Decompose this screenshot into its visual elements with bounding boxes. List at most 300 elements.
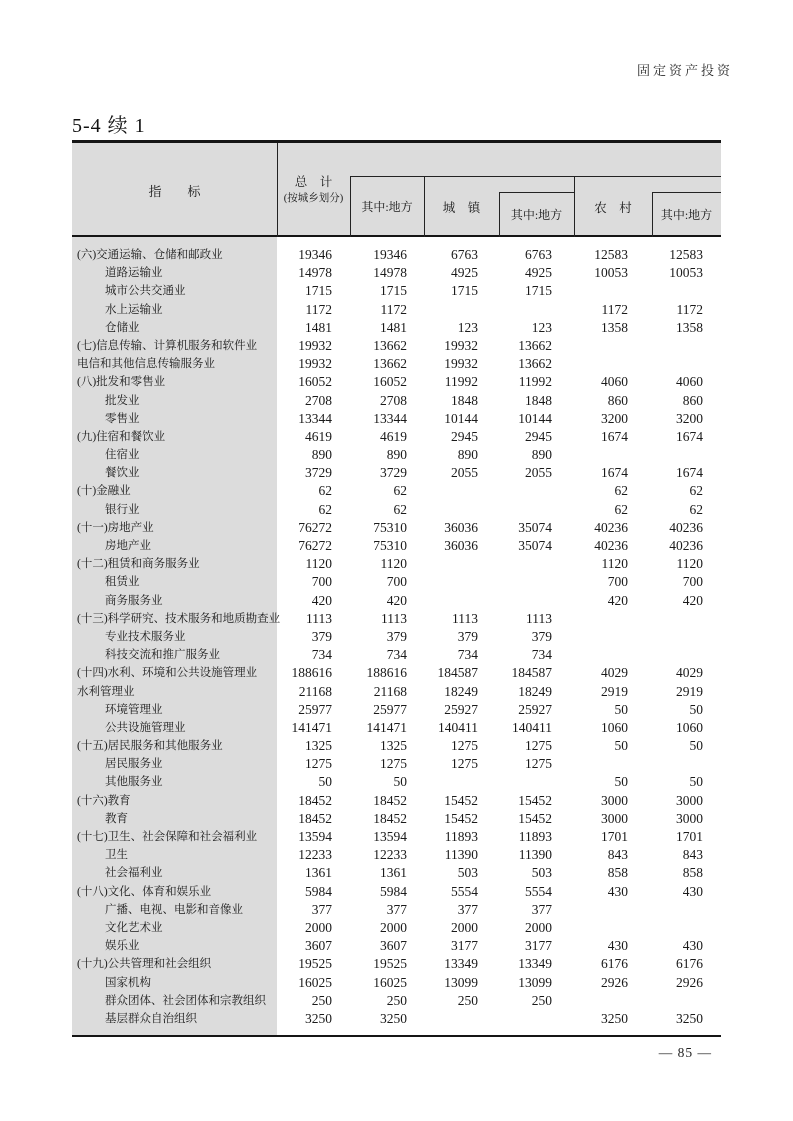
value-rural-local: 50 [689,774,703,790]
value-rural: 858 [607,865,628,881]
table-row [72,628,721,646]
row-label: (十)金融业 [77,485,131,498]
value-urban-local: 18249 [518,683,552,699]
value-rural: 62 [614,483,628,499]
value-total: 18452 [298,792,332,808]
value-urban-local: 13662 [518,337,552,353]
value-total-local: 700 [386,574,407,590]
value-rural: 420 [607,592,628,608]
value-urban-local: 6763 [525,247,552,262]
table-row [72,501,721,519]
value-urban: 6763 [451,247,478,262]
value-urban-local [478,482,552,500]
value-urban-local: 10144 [518,410,552,426]
value-total-local: 250 [386,992,407,1008]
value-urban: 377 [457,901,478,917]
value-rural: 10053 [594,265,628,281]
row-label: (六)交通运输、仓储和邮政业 [77,249,223,261]
value-total: 16052 [298,374,332,390]
table-row [72,864,721,882]
row-label: 科技交流和推广服务业 [105,649,220,662]
value-rural: 6176 [601,956,628,972]
value-urban: 15452 [444,792,478,808]
row-label: 群众团体、社会团体和宗教组织 [105,994,266,1007]
row-label: 商务服务业 [105,594,163,607]
value-urban: 184587 [437,665,478,681]
value-total-local: 75310 [373,538,407,553]
value-rural-local [628,919,703,937]
value-rural-local [628,610,703,628]
value-urban [407,501,478,519]
value-total-local: 50 [393,774,407,790]
grid-line [350,176,721,177]
value-urban-local: 1275 [525,738,552,754]
value-total: 5984 [305,883,332,899]
value-total-local: 420 [386,592,407,608]
value-urban-local: 734 [531,647,552,663]
row-label: 仓储业 [105,321,140,334]
table-row [72,282,721,300]
value-urban-local [478,573,552,591]
header-rural: 农 村 [594,200,632,215]
value-urban [407,773,478,791]
value-urban-local: 1715 [525,283,552,299]
value-urban-local [478,301,552,319]
table-row [72,846,721,864]
row-label: 公共设施管理业 [105,721,186,734]
value-rural-local: 50 [689,701,703,717]
value-total: 76272 [298,519,332,535]
value-total: 50 [318,774,332,790]
table-row [72,828,721,846]
row-label: 教育 [105,812,128,825]
value-rural [552,646,628,664]
value-total-local: 1325 [380,738,407,754]
value-urban: 4925 [451,265,478,281]
value-rural-local: 430 [682,883,703,899]
row-label: 环境管理业 [105,703,163,716]
value-urban [407,555,478,573]
value-rural-local: 700 [682,574,703,590]
value-urban-local: 1113 [526,610,552,626]
table-row [72,573,721,591]
value-rural [552,992,628,1010]
value-total-local: 62 [393,501,407,517]
value-rural-local: 12583 [669,247,703,262]
value-rural-local: 4060 [676,374,703,390]
value-total: 2000 [305,919,332,935]
value-urban [407,592,478,610]
row-label: (十七)卫生、社会保障和社会福利业 [77,831,258,843]
value-total-local: 13594 [373,829,407,844]
row-label: 其他服务业 [105,776,163,789]
value-urban: 36036 [444,519,478,535]
value-urban: 1113 [452,610,478,626]
table-row [72,464,721,482]
value-urban: 18249 [444,683,478,699]
row-label: 娱乐业 [105,940,140,953]
row-label: (十八)文化、体育和娱乐业 [77,885,212,898]
row-label: 国家机构 [105,976,151,989]
row-label: (十二)租赁和商务服务业 [77,558,200,571]
value-urban-local: 13662 [518,356,552,372]
value-rural-local: 1172 [676,301,703,317]
value-total-local: 188616 [366,665,407,681]
row-label: (九)住宿和餐饮业 [77,430,166,443]
value-total-local: 1481 [380,319,407,335]
value-total-local: 890 [386,447,407,463]
table-row [72,974,721,992]
value-total-local: 379 [386,628,407,644]
table-row [72,337,721,355]
value-urban-local [478,773,552,791]
value-rural: 1172 [601,301,628,317]
grid-line [350,176,351,237]
value-total: 13344 [298,410,332,426]
header-rural-local: 其中:地方 [660,208,713,222]
value-urban: 19932 [444,337,478,353]
value-urban: 3177 [451,938,478,954]
value-total: 3607 [305,938,332,954]
value-rural-local: 50 [689,738,703,754]
value-total-local: 14978 [373,265,407,281]
value-total: 62 [318,483,332,499]
table-row [72,1010,721,1028]
value-total: 700 [311,574,332,590]
header-total-line2: (按城乡划分) [283,193,344,204]
table-row [72,519,721,537]
value-total: 16025 [298,974,332,990]
value-total-local: 19346 [373,247,407,262]
value-total-local: 25977 [373,701,407,717]
row-label: 批发业 [105,394,140,407]
row-label: (十一)房地产业 [77,521,154,534]
value-total: 1172 [305,301,332,317]
value-rural: 50 [614,774,628,790]
table-row [72,810,721,828]
value-rural-local: 40236 [669,538,703,553]
table-row [72,992,721,1010]
value-total: 1113 [306,610,332,626]
value-rural: 40236 [594,519,628,535]
table-row [72,592,721,610]
value-urban: 15452 [444,810,478,826]
value-total-local: 19525 [373,956,407,972]
value-urban-local: 184587 [511,665,552,681]
value-total: 420 [311,592,332,608]
value-total: 2708 [305,392,332,408]
row-label: 水上运输业 [105,303,163,316]
value-total: 19932 [298,337,332,353]
row-label: 水利管理业 [77,685,135,698]
value-rural-local: 6176 [676,956,703,972]
table-row [72,701,721,719]
table-row [72,482,721,500]
grid-line [652,192,653,237]
value-urban: 13349 [444,956,478,972]
value-urban-local: 35074 [518,519,552,535]
value-rural: 1701 [601,829,628,844]
value-rural: 62 [614,501,628,517]
value-rural-local: 40236 [669,519,703,535]
value-urban: 13099 [444,974,478,990]
grid-line [499,192,574,193]
value-total: 14978 [298,265,332,281]
page-number: — 85 — [658,1045,712,1060]
value-rural: 12583 [594,247,628,262]
table-title: 5-4 续 1 [72,115,146,137]
row-label: 社会福利业 [105,867,163,880]
row-label: (七)信息传输、计算机服务和软件业 [77,339,258,352]
value-rural [552,446,628,464]
value-rural [552,755,628,773]
value-urban-local: 2000 [525,919,552,935]
value-rural-local: 858 [682,865,703,881]
value-rural: 3200 [601,410,628,426]
value-total-local: 2708 [380,392,407,408]
value-rural-local: 860 [682,392,703,408]
value-total: 4619 [305,428,332,444]
table-row [72,392,721,410]
row-label: 基层群众自治组织 [105,1012,197,1025]
value-urban-local: 3177 [525,938,552,954]
grid-line [652,192,721,193]
value-urban [407,301,478,319]
value-rural: 1120 [601,556,628,572]
row-label: (十四)水利、环境和公共设施管理业 [77,667,258,680]
value-urban-local: 13349 [518,956,552,972]
value-urban-local: 15452 [518,810,552,826]
table-row [72,301,721,319]
table-row [72,664,721,682]
value-rural-local: 1674 [676,428,703,444]
value-rural-local: 1060 [676,719,703,735]
value-rural: 3000 [601,792,628,808]
grid-line [424,176,425,237]
value-rural-local [628,628,703,646]
value-total-local: 1715 [380,283,407,299]
value-urban-local: 35074 [518,538,552,553]
value-total: 12233 [298,847,332,863]
value-total-local: 12233 [373,847,407,863]
value-rural-local: 430 [682,938,703,954]
value-urban-local [478,501,552,519]
value-total-local: 13344 [373,410,407,426]
value-total-local: 734 [386,647,407,663]
value-total: 62 [318,501,332,517]
value-total-local: 18452 [373,792,407,808]
table-row [72,937,721,955]
header-total-local: 其中:地方 [361,200,413,214]
value-total: 13594 [298,829,332,844]
value-urban: 10144 [444,410,478,426]
value-total-local: 1172 [380,301,407,317]
value-rural: 1060 [601,719,628,735]
value-urban: 1275 [451,756,478,772]
value-urban: 2945 [451,428,478,444]
row-label: 住宿业 [105,449,140,462]
value-total: 1275 [305,756,332,772]
value-total: 3250 [305,1010,332,1026]
value-rural: 50 [614,701,628,717]
value-urban: 140411 [438,719,478,735]
value-urban-local [478,555,552,573]
value-total-local: 1361 [380,865,407,881]
value-urban: 503 [457,865,478,881]
row-label: 卫生 [105,849,128,862]
value-rural: 1674 [601,465,628,481]
value-total-local: 2000 [380,919,407,935]
table-header [72,143,721,237]
value-total-local: 141471 [366,719,407,735]
value-total-local: 62 [393,483,407,499]
value-rural: 4060 [601,374,628,390]
value-urban-local: 11390 [518,847,552,863]
value-urban-local: 25927 [518,701,552,717]
value-rural-local: 3200 [676,410,703,426]
value-total: 3729 [305,465,332,481]
value-urban: 11893 [444,829,478,844]
value-rural-local: 3000 [676,810,703,826]
value-total: 890 [311,447,332,463]
table-row [72,755,721,773]
value-urban: 11390 [444,847,478,863]
table-row [72,901,721,919]
value-total: 1715 [305,283,332,299]
value-total: 1325 [305,738,332,754]
value-total-local: 3250 [380,1010,407,1026]
value-urban-local: 1848 [525,392,552,408]
running-head: 固定资产投资 [636,63,733,78]
grid-line [574,176,575,237]
value-rural-local [628,646,703,664]
value-urban: 123 [457,319,478,335]
value-urban-local: 1275 [525,756,552,772]
value-rural-local: 3250 [676,1010,703,1026]
value-urban-local: 11992 [518,374,552,390]
value-urban: 1848 [451,392,478,408]
value-urban: 2000 [451,919,478,935]
value-rural: 843 [607,847,628,863]
table-row [72,428,721,446]
value-rural: 430 [607,938,628,954]
table-row [72,446,721,464]
value-urban-local: 4925 [525,265,552,281]
table-row [72,883,721,901]
row-label: 道路运输业 [105,267,163,280]
table-row [72,246,721,264]
value-rural [552,901,628,919]
value-total-local: 5984 [380,883,407,899]
value-total: 19932 [298,356,332,372]
value-urban-local [478,1010,552,1028]
value-total-local: 3607 [380,938,407,954]
value-rural-local: 4029 [676,665,703,681]
value-urban [407,573,478,591]
row-label: 城市公共交通业 [105,285,186,298]
table-row [72,773,721,791]
value-urban [407,1010,478,1028]
value-rural-local: 1701 [676,829,703,844]
table-row [72,555,721,573]
value-rural-local: 2919 [676,683,703,699]
value-urban: 5554 [451,883,478,899]
value-total: 250 [311,992,332,1008]
value-rural [552,355,628,373]
header-total-line1: 总 计 [294,175,333,189]
value-rural [552,610,628,628]
statistics-table [72,140,721,1037]
row-label: 电信和其他信息传输服务业 [77,358,215,371]
value-total-local: 377 [386,901,407,917]
value-rural: 700 [607,574,628,590]
table-row [72,719,721,737]
row-label: 银行业 [105,503,140,516]
value-urban-local: 250 [531,992,552,1008]
value-urban-local: 377 [531,901,552,917]
value-urban: 19932 [444,356,478,372]
value-rural-local [628,901,703,919]
value-rural: 430 [607,883,628,899]
row-label: (十五)居民服务和其他服务业 [77,740,223,753]
row-label: 广播、电视、电影和音像业 [105,903,243,916]
value-total: 734 [311,647,332,663]
value-rural-local: 10053 [669,265,703,281]
value-total: 25977 [298,701,332,717]
row-label: 零售业 [105,412,140,425]
value-urban-local: 13099 [518,974,552,990]
row-label: (十九)公共管理和社会组织 [77,958,212,971]
value-rural-local [628,446,703,464]
value-rural: 50 [614,738,628,754]
value-total: 188616 [291,665,332,681]
table-row [72,737,721,755]
value-total: 141471 [291,719,332,735]
value-rural [552,282,628,300]
value-rural-local [628,992,703,1010]
value-rural [552,628,628,646]
grid-line [277,143,278,237]
value-urban-local: 15452 [518,792,552,808]
value-total-local: 3729 [380,465,407,481]
value-urban-local: 379 [531,628,552,644]
value-total: 377 [311,901,332,917]
row-label: (八)批发和零售业 [77,376,166,389]
row-label: 房地产业 [105,540,151,552]
value-urban-local [478,592,552,610]
value-rural-local: 62 [689,501,703,517]
value-total: 1481 [305,319,332,335]
value-rural: 2919 [601,683,628,699]
value-rural-local: 2926 [676,974,703,990]
header-total [277,143,350,237]
header-indicator: 指 标 [148,183,201,199]
value-total: 1361 [305,865,332,881]
value-urban-local: 2945 [525,428,552,444]
value-total-local: 21168 [373,683,407,699]
value-urban-local: 123 [531,319,552,335]
value-total: 1120 [305,556,332,572]
value-total-local: 16052 [373,374,407,390]
value-rural-local [628,355,703,373]
value-urban: 734 [457,647,478,663]
table-row [72,792,721,810]
value-rural-local: 1674 [676,465,703,481]
value-urban-local: 140411 [512,719,552,735]
value-rural-local [628,282,703,300]
value-urban: 379 [457,628,478,644]
table-row [72,683,721,701]
